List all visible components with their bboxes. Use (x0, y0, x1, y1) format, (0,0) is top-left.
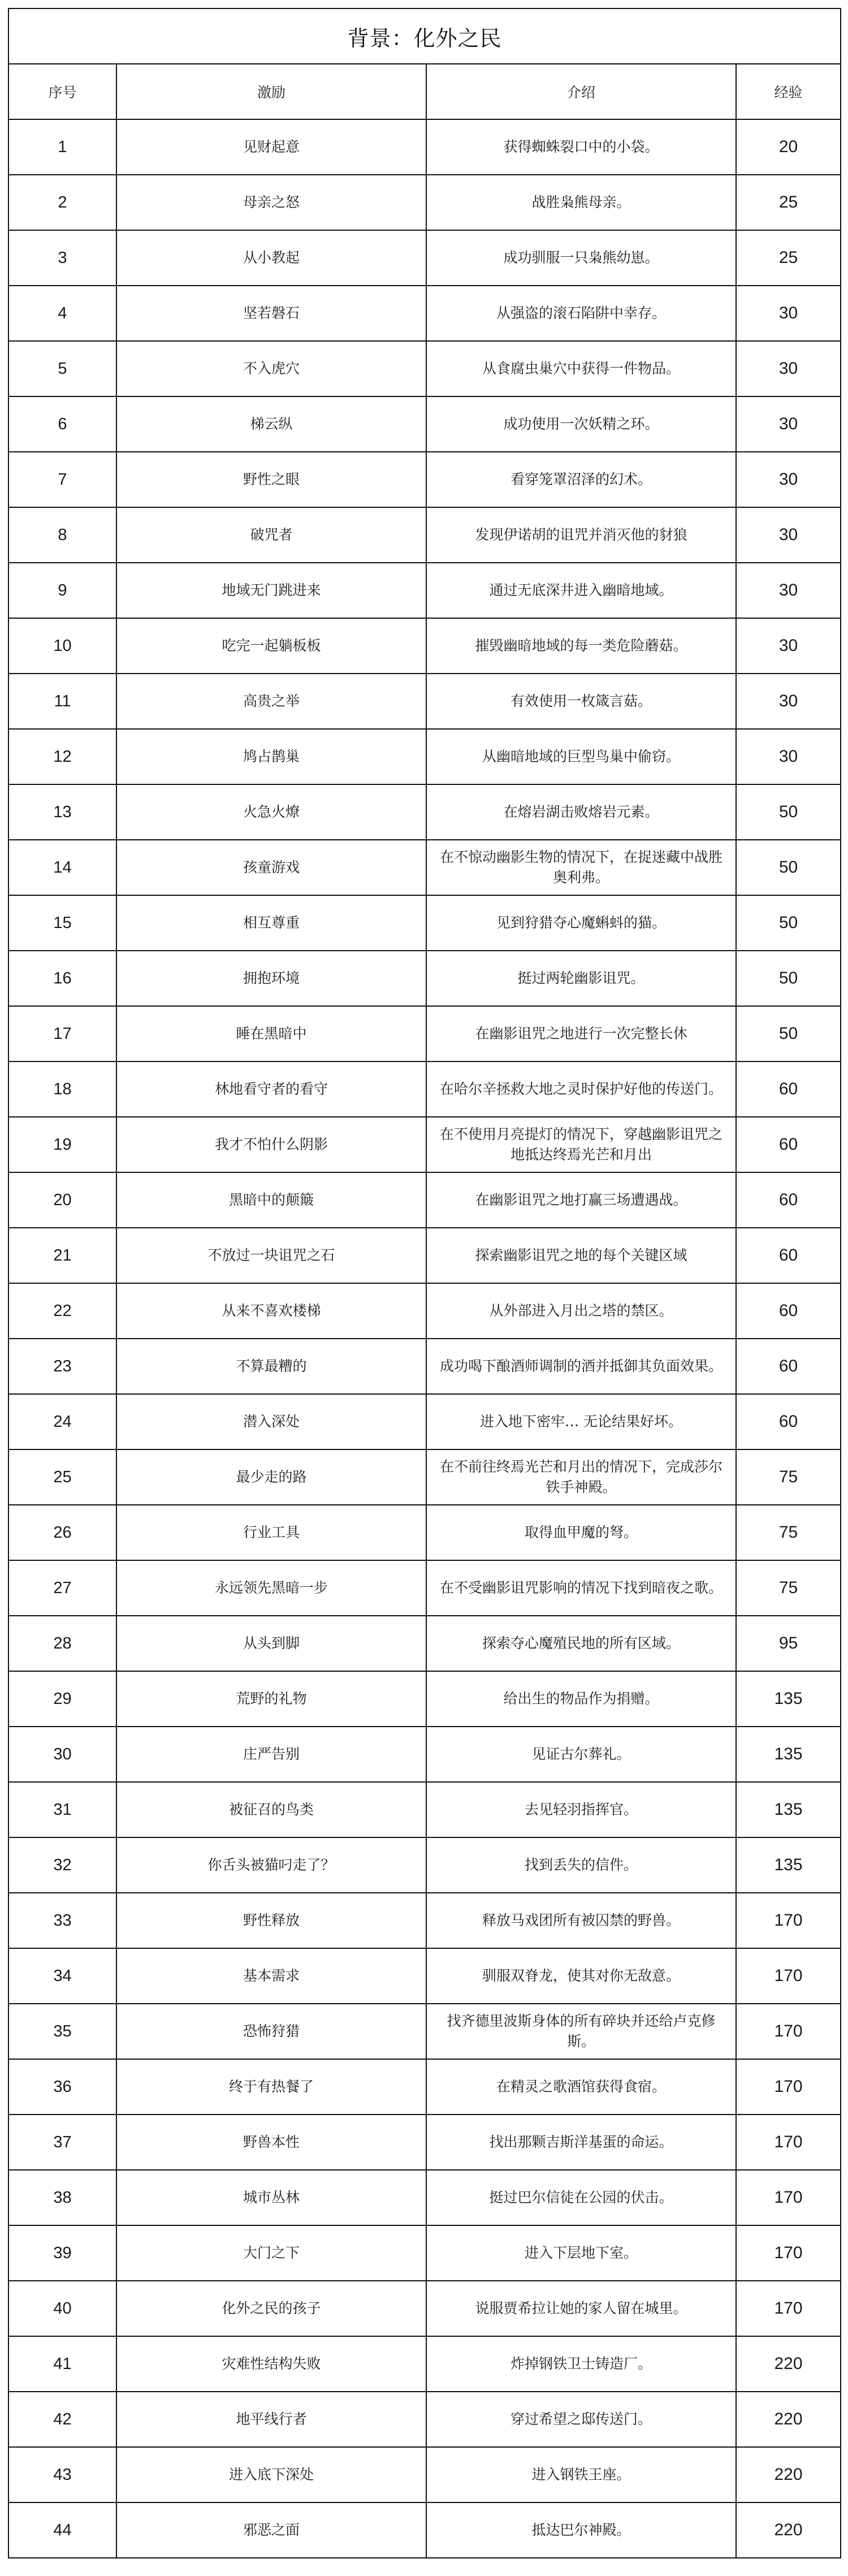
table-row (8, 2336, 841, 2392)
achievement-description: 给出生的物品作为捐赠。 (426, 1671, 736, 1727)
experience-value: 50 (736, 895, 841, 951)
table-row (8, 1172, 841, 1228)
achievement-description: 找到丢失的信件。 (426, 1837, 736, 1893)
table-row (8, 2447, 841, 2502)
experience-value: 170 (736, 2115, 841, 2170)
achievement-description: 在哈尔辛拯救大地之灵时保护好他的传送门。 (426, 1062, 736, 1117)
achievement-description: 在幽影诅咒之地进行一次完整长休 (426, 1006, 736, 1062)
achievement-description: 见到狩猎夺心魔蝌蚪的猫。 (426, 895, 736, 951)
row-number: 11 (8, 674, 116, 729)
achievement-name: 见财起意 (116, 119, 426, 175)
achievement-name: 化外之民的孩子 (116, 2281, 426, 2336)
column-header-name: 激励 (116, 64, 426, 119)
achievement-description: 从外部进入月出之塔的禁区。 (426, 1283, 736, 1339)
table-row (8, 674, 841, 729)
row-number: 14 (8, 840, 116, 895)
experience-value: 60 (736, 1172, 841, 1228)
row-number: 38 (8, 2170, 116, 2225)
achievement-name: 我才不怕什么阴影 (116, 1117, 426, 1172)
achievement-name: 潜入深处 (116, 1394, 426, 1449)
column-header-no: 序号 (8, 64, 116, 119)
experience-value: 50 (736, 1006, 841, 1062)
achievement-table (8, 8, 841, 2558)
table-row (8, 2170, 841, 2225)
achievement-name: 破咒者 (116, 507, 426, 563)
achievement-name: 野性释放 (116, 1893, 426, 1948)
achievement-description: 通过无底深井进入幽暗地域。 (426, 563, 736, 618)
achievement-description: 进入钢铁王座。 (426, 2447, 736, 2502)
column-header-row (8, 64, 841, 119)
achievement-name: 被征召的鸟类 (116, 1782, 426, 1837)
achievement-name: 黑暗中的颠簸 (116, 1172, 426, 1228)
achievement-description: 取得血甲魔的弩。 (426, 1505, 736, 1560)
table-row (8, 1117, 841, 1172)
experience-value: 50 (736, 784, 841, 840)
table-row (8, 1006, 841, 1062)
table-row (8, 951, 841, 1006)
achievement-name: 睡在黑暗中 (116, 1006, 426, 1062)
experience-value: 60 (736, 1117, 841, 1172)
achievement-name: 坚若磐石 (116, 286, 426, 341)
table-row (8, 1782, 841, 1837)
achievement-description: 在熔岩湖击败熔岩元素。 (426, 784, 736, 840)
row-number: 20 (8, 1172, 116, 1228)
table-row (8, 1893, 841, 1948)
table-row (8, 1671, 841, 1727)
achievement-name: 基本需求 (116, 1948, 426, 2004)
achievement-description: 成功喝下酿酒师调制的酒并抵御其负面效果。 (426, 1339, 736, 1394)
row-number: 1 (8, 119, 116, 175)
table-row (8, 1948, 841, 2004)
achievement-name: 不放过一块诅咒之石 (116, 1228, 426, 1283)
experience-value: 170 (736, 2225, 841, 2281)
achievement-description: 炸掉钢铁卫士铸造厂。 (426, 2336, 736, 2392)
table-row (8, 119, 841, 175)
achievement-name: 从头到脚 (116, 1616, 426, 1671)
column-header-xp: 经验 (736, 64, 841, 119)
table-row (8, 341, 841, 396)
table-row (8, 1616, 841, 1671)
table-row (8, 2004, 841, 2059)
achievement-description: 见证古尔葬礼。 (426, 1727, 736, 1782)
row-number: 13 (8, 784, 116, 840)
row-number: 24 (8, 1394, 116, 1449)
experience-value: 220 (736, 2336, 841, 2392)
achievement-description: 探索夺心魔殖民地的所有区域。 (426, 1616, 736, 1671)
achievement-name: 母亲之怒 (116, 175, 426, 230)
achievement-description: 找齐德里波斯身体的所有碎块并还给卢克修斯。 (426, 2004, 736, 2059)
experience-value: 30 (736, 729, 841, 784)
achievement-description: 从强盗的滚石陷阱中幸存。 (426, 286, 736, 341)
achievement-description: 探索幽影诅咒之地的每个关键区域 (426, 1228, 736, 1283)
table-row (8, 2225, 841, 2281)
experience-value: 30 (736, 507, 841, 563)
achievement-description: 挺过巴尔信徒在公园的伏击。 (426, 2170, 736, 2225)
row-number: 28 (8, 1616, 116, 1671)
table-row (8, 1449, 841, 1505)
achievement-name: 永远领先黑暗一步 (116, 1560, 426, 1616)
row-number: 15 (8, 895, 116, 951)
achievement-name: 从小教起 (116, 230, 426, 286)
row-number: 43 (8, 2447, 116, 2502)
table-row (8, 840, 841, 895)
experience-value: 25 (736, 230, 841, 286)
row-number: 5 (8, 341, 116, 396)
table-row (8, 2281, 841, 2336)
achievement-description: 进入下层地下室。 (426, 2225, 736, 2281)
table-row (8, 175, 841, 230)
achievement-name: 不算最糟的 (116, 1339, 426, 1394)
achievement-table-sheet (8, 8, 840, 2558)
table-row (8, 1283, 841, 1339)
row-number: 31 (8, 1782, 116, 1837)
achievement-name: 地域无门跳进来 (116, 563, 426, 618)
experience-value: 60 (736, 1283, 841, 1339)
table-row (8, 1394, 841, 1449)
achievement-description: 释放马戏团所有被囚禁的野兽。 (426, 1893, 736, 1948)
achievement-description: 去见轻羽指挥官。 (426, 1782, 736, 1837)
achievement-description: 摧毁幽暗地域的每一类危险蘑菇。 (426, 618, 736, 674)
experience-value: 75 (736, 1505, 841, 1560)
achievement-description: 从幽暗地域的巨型鸟巢中偷窃。 (426, 729, 736, 784)
achievement-name: 鸠占鹊巢 (116, 729, 426, 784)
experience-value: 20 (736, 119, 841, 175)
achievement-name: 野性之眼 (116, 452, 426, 507)
experience-value: 60 (736, 1062, 841, 1117)
table-row (8, 729, 841, 784)
experience-value: 75 (736, 1449, 841, 1505)
achievement-name: 行业工具 (116, 1505, 426, 1560)
table-title-row (8, 8, 841, 64)
experience-value: 30 (736, 563, 841, 618)
row-number: 42 (8, 2392, 116, 2447)
row-number: 3 (8, 230, 116, 286)
experience-value: 170 (736, 2281, 841, 2336)
experience-value: 30 (736, 286, 841, 341)
experience-value: 170 (736, 2059, 841, 2115)
table-row (8, 230, 841, 286)
achievement-name: 火急火燎 (116, 784, 426, 840)
row-number: 9 (8, 563, 116, 618)
table-row (8, 2502, 841, 2558)
table-row (8, 1727, 841, 1782)
achievement-name: 最少走的路 (116, 1449, 426, 1505)
table-row (8, 563, 841, 618)
achievement-description: 驯服双脊龙，使其对你无敌意。 (426, 1948, 736, 2004)
experience-value: 170 (736, 2170, 841, 2225)
row-number: 6 (8, 396, 116, 452)
row-number: 34 (8, 1948, 116, 2004)
row-number: 4 (8, 286, 116, 341)
achievement-name: 荒野的礼物 (116, 1671, 426, 1727)
table-row (8, 1505, 841, 1560)
experience-value: 135 (736, 1671, 841, 1727)
achievement-name: 孩童游戏 (116, 840, 426, 895)
experience-value: 170 (736, 2004, 841, 2059)
row-number: 7 (8, 452, 116, 507)
achievement-name: 城市丛林 (116, 2170, 426, 2225)
achievement-name: 相互尊重 (116, 895, 426, 951)
achievement-name: 吃完一起躺板板 (116, 618, 426, 674)
experience-value: 170 (736, 1893, 841, 1948)
achievement-description: 进入地下密牢… 无论结果好坏。 (426, 1394, 736, 1449)
achievement-description: 抵达巴尔神殿。 (426, 2502, 736, 2558)
achievement-description: 发现伊诺胡的诅咒并消灭他的豺狼 (426, 507, 736, 563)
table-row (8, 396, 841, 452)
table-row (8, 1837, 841, 1893)
experience-value: 220 (736, 2392, 841, 2447)
achievement-description: 战胜枭熊母亲。 (426, 175, 736, 230)
experience-value: 30 (736, 618, 841, 674)
table-row (8, 1560, 841, 1616)
row-number: 30 (8, 1727, 116, 1782)
row-number: 22 (8, 1283, 116, 1339)
table-row (8, 1339, 841, 1394)
row-number: 18 (8, 1062, 116, 1117)
experience-value: 75 (736, 1560, 841, 1616)
row-number: 37 (8, 2115, 116, 2170)
row-number: 44 (8, 2502, 116, 2558)
row-number: 8 (8, 507, 116, 563)
table-row (8, 1228, 841, 1283)
experience-value: 30 (736, 396, 841, 452)
table-row (8, 2115, 841, 2170)
row-number: 16 (8, 951, 116, 1006)
achievement-name: 林地看守者的看守 (116, 1062, 426, 1117)
experience-value: 25 (736, 175, 841, 230)
achievement-description: 在不受幽影诅咒影响的情况下找到暗夜之歌。 (426, 1560, 736, 1616)
row-number: 40 (8, 2281, 116, 2336)
achievement-name: 进入底下深处 (116, 2447, 426, 2502)
achievement-name: 从来不喜欢楼梯 (116, 1283, 426, 1339)
experience-value: 170 (736, 1948, 841, 2004)
row-number: 2 (8, 175, 116, 230)
achievement-name: 灾难性结构失败 (116, 2336, 426, 2392)
row-number: 10 (8, 618, 116, 674)
row-number: 17 (8, 1006, 116, 1062)
row-number: 12 (8, 729, 116, 784)
experience-value: 50 (736, 840, 841, 895)
achievement-name: 不入虎穴 (116, 341, 426, 396)
experience-value: 30 (736, 341, 841, 396)
achievement-description: 在精灵之歌酒馆获得食宿。 (426, 2059, 736, 2115)
achievement-description: 说服贾希拉让她的家人留在城里。 (426, 2281, 736, 2336)
row-number: 33 (8, 1893, 116, 1948)
experience-value: 60 (736, 1394, 841, 1449)
table-row (8, 2392, 841, 2447)
row-number: 21 (8, 1228, 116, 1283)
row-number: 27 (8, 1560, 116, 1616)
experience-value: 135 (736, 1782, 841, 1837)
achievement-description: 有效使用一枚箴言菇。 (426, 674, 736, 729)
table-row (8, 2059, 841, 2115)
experience-value: 50 (736, 951, 841, 1006)
achievement-description: 看穿笼罩沼泽的幻术。 (426, 452, 736, 507)
experience-value: 220 (736, 2447, 841, 2502)
achievement-name: 高贵之举 (116, 674, 426, 729)
table-row (8, 1062, 841, 1117)
table-row (8, 507, 841, 563)
achievement-description: 从食腐虫巢穴中获得一件物品。 (426, 341, 736, 396)
column-header-desc: 介绍 (426, 64, 736, 119)
row-number: 39 (8, 2225, 116, 2281)
experience-value: 95 (736, 1616, 841, 1671)
table-title: 背景：化外之民 (8, 8, 841, 64)
row-number: 36 (8, 2059, 116, 2115)
achievement-description: 获得蜘蛛裂口中的小袋。 (426, 119, 736, 175)
achievement-description: 在幽影诅咒之地打赢三场遭遇战。 (426, 1172, 736, 1228)
table-row (8, 895, 841, 951)
table-row (8, 452, 841, 507)
achievement-description: 在不惊动幽影生物的情况下，在捉迷藏中战胜奥利弗。 (426, 840, 736, 895)
achievement-description: 挺过两轮幽影诅咒。 (426, 951, 736, 1006)
achievement-description: 找出那颗吉斯洋基蛋的命运。 (426, 2115, 736, 2170)
experience-value: 60 (736, 1228, 841, 1283)
achievement-name: 邪恶之面 (116, 2502, 426, 2558)
table-body (8, 119, 841, 2558)
row-number: 19 (8, 1117, 116, 1172)
experience-value: 30 (736, 452, 841, 507)
experience-value: 135 (736, 1837, 841, 1893)
achievement-name: 野兽本性 (116, 2115, 426, 2170)
achievement-name: 你舌头被猫叼走了？ (116, 1837, 426, 1893)
row-number: 29 (8, 1671, 116, 1727)
achievement-name: 大门之下 (116, 2225, 426, 2281)
achievement-name: 终于有热餐了 (116, 2059, 426, 2115)
achievement-name: 恐怖狩猎 (116, 2004, 426, 2059)
row-number: 25 (8, 1449, 116, 1505)
experience-value: 30 (736, 674, 841, 729)
achievement-name: 地平线行者 (116, 2392, 426, 2447)
table-row (8, 784, 841, 840)
table-row (8, 618, 841, 674)
table-row (8, 286, 841, 341)
achievement-description: 穿过希望之邸传送门。 (426, 2392, 736, 2447)
row-number: 35 (8, 2004, 116, 2059)
achievement-name: 拥抱环境 (116, 951, 426, 1006)
row-number: 26 (8, 1505, 116, 1560)
experience-value: 220 (736, 2502, 841, 2558)
row-number: 41 (8, 2336, 116, 2392)
achievement-description: 成功驯服一只枭熊幼崽。 (426, 230, 736, 286)
experience-value: 135 (736, 1727, 841, 1782)
experience-value: 60 (736, 1339, 841, 1394)
achievement-description: 成功使用一次妖精之环。 (426, 396, 736, 452)
row-number: 23 (8, 1339, 116, 1394)
achievement-name: 梯云纵 (116, 396, 426, 452)
achievement-description: 在不前往终焉光芒和月出的情况下，完成莎尔铁手神殿。 (426, 1449, 736, 1505)
achievement-name: 庄严告别 (116, 1727, 426, 1782)
achievement-description: 在不使用月亮提灯的情况下，穿越幽影诅咒之地抵达终焉光芒和月出 (426, 1117, 736, 1172)
row-number: 32 (8, 1837, 116, 1893)
